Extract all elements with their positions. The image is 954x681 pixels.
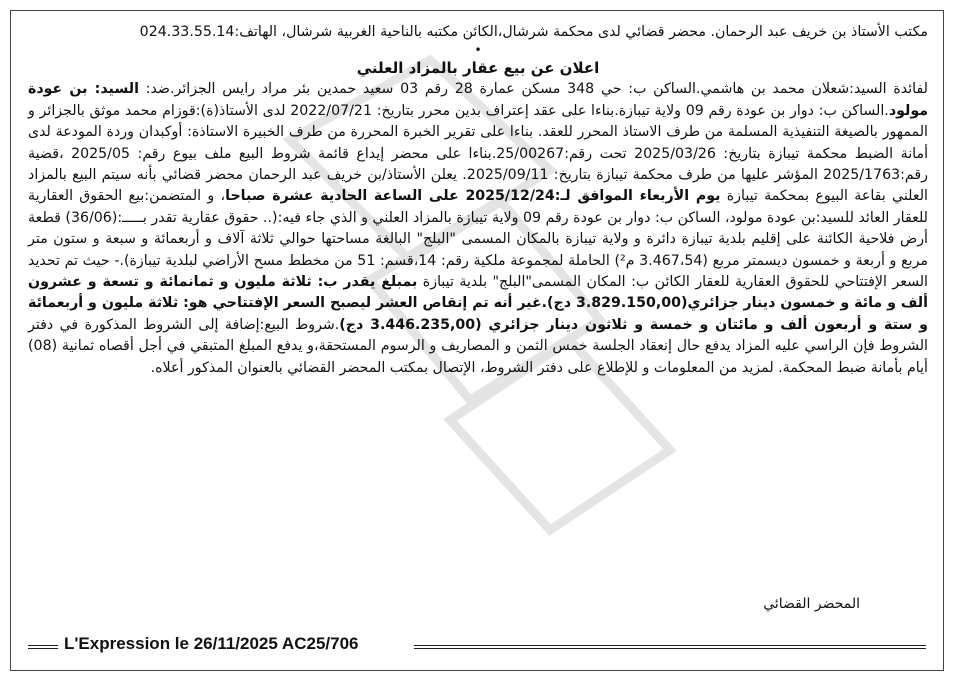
publication-footer bbox=[28, 632, 926, 660]
footer-rule-left bbox=[28, 645, 58, 649]
notice-body bbox=[28, 79, 928, 379]
signature-label: المحضر القضائي bbox=[763, 596, 860, 612]
notice-content bbox=[28, 22, 928, 379]
office-header: مكتب الأستاذ بن خريف عبد الرحمان. محضر قضائي لدى محكمة شرشال،الكائن مكتبه بالناحية الغربية شرشال، الهاتف:024.33.55.14 bbox=[139, 24, 928, 40]
notice-text-segment: .الساكن ب: دوار بن عودة رقم 09 ولاية تيبازة.بناءا على عقد إعتراف بدين محرر بتاريخ: 2022/07/21 لدى الأستاذ(ة):قوزام محمد موثق بالجزائر و الممهور بالصيغة التنفيذية المسلمة من طرف الاستاذ المحرر للعقد. بناءا على تقرير الخبرة المحررة من طرف الخبيرة الاستاذة: أوكبدان وردة المودعة لدى أمانة الضبط محكمة تيبازة بتاريخ: 2025/03/26 تحت رقم:25/00267.بناءا على محضر إيداع قائمة شروط البيع ملف بيوع رقم: 2025/05 ،قضية رقم:2025/1763 المؤشر عليها من طرف محكمة تيبازة بتاريخ: 2025/09/11. يعلن الأستاذ/بن خريف عبد الرحمان محضر قضائي بأنه سيتم البيع بالمزاد العلني بقاعة البيوع بمحكمة تيبازة bbox=[28, 102, 929, 205]
notice-text-bold: بمبلغ يقدر ب: ثلاثة مليون و ثمانمائة و تسعة و عشرون ألف و مائة و خمسون دينار جزائري(3.829.150,00 دج).غير أنه تم إنقاص العشر ليصبح السعر الإفتتاحي هو: ثلاثة مليون و أربعمائة و ستة و أربعون ألف و مائتان و خمسة و ثلاثون دينار جزائري (3.446.235,00 دج) bbox=[27, 274, 928, 333]
publication-ref: L'Expression le 26/11/2025 AC25/706 bbox=[64, 634, 359, 653]
notice-text-bold: يوم الأربعاء الموافق لـ:2025/12/24 على الساعة الحادية عشرة صباحا bbox=[225, 188, 721, 205]
footer-rule-right bbox=[414, 645, 926, 649]
notice-text-segment: لفائدة السيد:شعلان محمد بن هاشمي.الساكن ب: حي 348 مسكن عمارة 28 رقم 03 سعيد حمدين بئر مراد رايس الجزائر.ضد: bbox=[138, 81, 928, 98]
notice-text-segment: ، و المتضمن:بيع الحقوق العقارية للعقار العائد للسيد:بن عودة مولود، الساكن ب: دوار بن عودة رقم 09 ولاية تيبازة بالمزاد العلني و الذي جاء فيه:(.. حقوق عقارية تقدر بـــــ:(36/06) قطعة أرض فلاحية الكائنة على إقليم بلدية تيبازة دائرة و ولاية تيبازة بالمكان المسمى "البلج" البالغة مساحتها حوالي ثلاثة آلاف و أربعمائة و سبعة و ستون متر مربع و أربعة و خمسون ديسمتر مربع (3.467،54 م²) الحاملة لمجموعة ملكية رقم: 14،قسم: 51 من مخطط مسح الأراضي لبلدية تيبازة).- حيث تم تحديد السعر الإفتتاحي للحقوق العقارية للعقار الكائن ب: المكان المسمى"البلج" بلدية تيبازة bbox=[28, 188, 929, 291]
separator-dot: • bbox=[474, 43, 482, 58]
notice-text-segment: .شروط البيع:إضافة إلى الشروط المذكورة في دفتر الشروط فإن الراسي عليه المزاد يدفع حال إنعقاد الجلسة خمس الثمن و المصاريف و الرسوم المستحقة،و يدفع المبلغ المتبقي في أجل أقصاه ثمانية (08) أيام بأمانة ضبط المحكمة. لمزيد من المعلومات و للإطلاع على دفتر الشروط، الإتصال بمكتب المحضر القضائي بالعنوان المذكور أعلاه. bbox=[28, 316, 928, 376]
notice-title: اعلان عن بيع عقار بالمزاد العلني bbox=[356, 59, 600, 78]
notice-text-bold: السيد: بن عودة مولود bbox=[28, 81, 929, 119]
